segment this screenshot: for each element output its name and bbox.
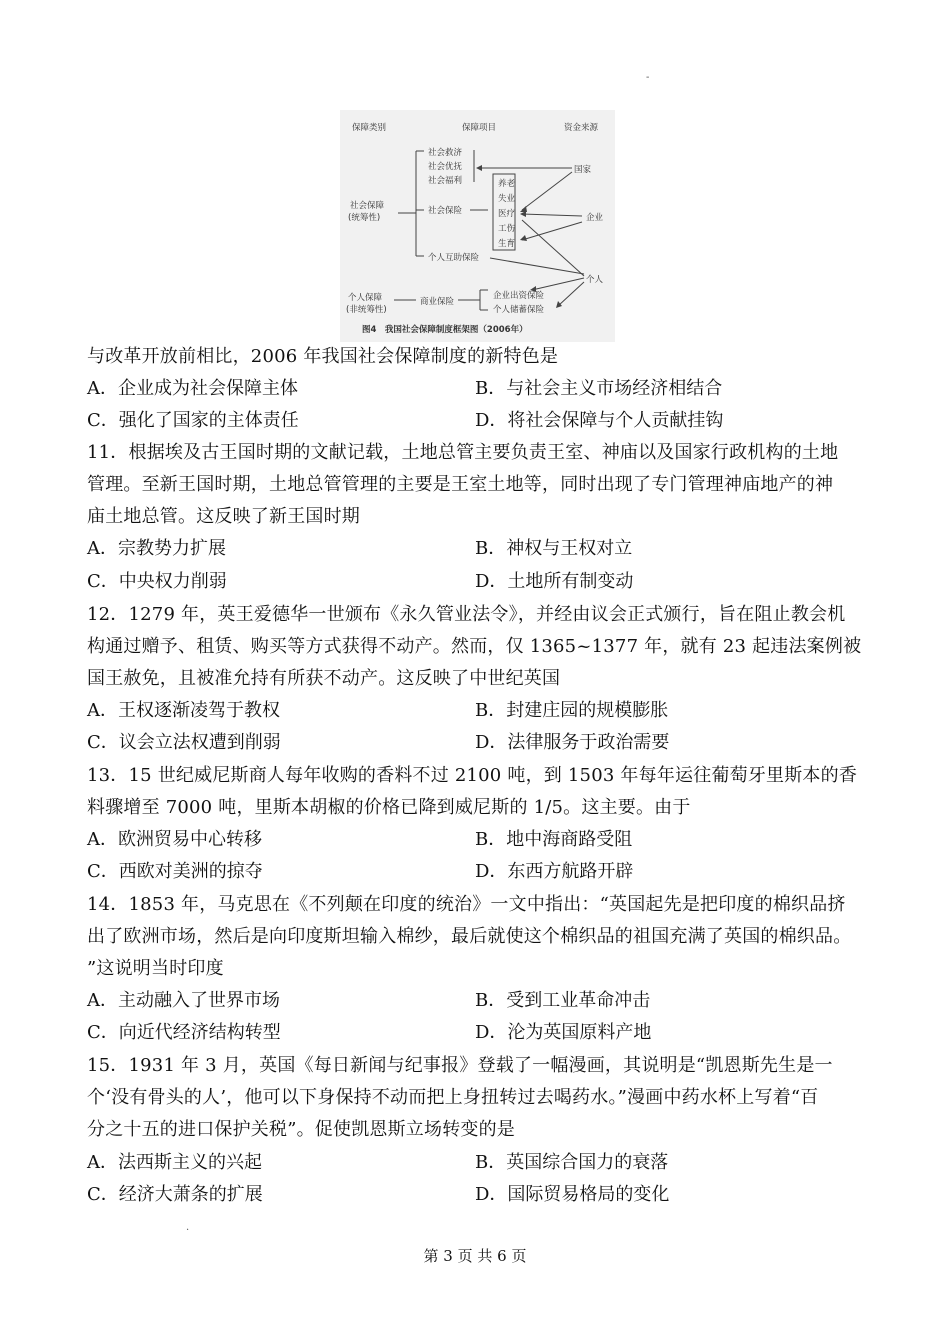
- diagram-group1-3: 社会福利: [428, 176, 463, 186]
- q14-option-d[interactable]: D．沦为英国原料产地: [475, 1022, 652, 1043]
- q12-option-a[interactable]: A．王权逐渐凌驾于教权: [87, 700, 280, 721]
- diagram-source-enterprise: 企业: [586, 213, 604, 223]
- q10-option-a[interactable]: A．企业成为社会保障主体: [87, 378, 298, 399]
- q15-option-b[interactable]: B．英国综合国力的衰落: [475, 1152, 669, 1173]
- diagram-group1-2: 社会优抚: [428, 162, 463, 172]
- q13-option-d[interactable]: D．东西方航路开辟: [475, 861, 634, 882]
- diagram-mutual: 个人互助保险: [428, 253, 480, 263]
- q11-stem-line1: 11．根据埃及古王国时期的文献记载，土地总管主要负责王室、神庙以及国家行政机构的土地: [87, 442, 839, 463]
- q10-option-d[interactable]: D．将社会保障与个人贡献挂钩: [475, 410, 724, 431]
- q11-option-b[interactable]: B．神权与王权对立: [475, 538, 633, 559]
- q10-option-c[interactable]: C．强化了国家的主体责任: [87, 410, 299, 431]
- q15-option-c[interactable]: C．经济大萧条的扩展: [87, 1184, 263, 1205]
- diagram-left-personal-1: 个人保障: [348, 293, 383, 303]
- q15-stem-line2: 个‘没有骨头的人’，他可以下身保持不动而把上身扭转过去喝药水。”漫画中药水杯上写着“百: [87, 1087, 819, 1108]
- diagram-ins-3: 医疗: [498, 209, 516, 219]
- diagram-ins-1: 养老: [498, 179, 516, 189]
- q14-option-a[interactable]: A．主动融入了世界市场: [87, 990, 280, 1011]
- scan-mark-bottom: .: [186, 1222, 190, 1233]
- q14-stem-line2: 出了欧洲市场，然后是向印度斯坦输入棉纱，最后就使这个棉织品的祖国充满了英国的棉织品。: [87, 926, 852, 947]
- diagram-source-individual: 个人: [586, 275, 604, 285]
- diagram-header-item: 保障项目: [462, 123, 497, 133]
- q12-option-c[interactable]: C．议会立法权遭到削弱: [87, 732, 281, 753]
- q12-option-d[interactable]: D．法律服务于政治需要: [475, 732, 670, 753]
- q12-stem-line3: 国王赦免，且被准允持有所获不动产。这反映了中世纪英国: [87, 668, 561, 689]
- q14-option-b[interactable]: B．受到工业革命冲击: [475, 990, 651, 1011]
- q13-stem-line2: 料骤增至 7000 吨，里斯本胡椒的价格已降到威尼斯的 1/5。这主要。由于: [87, 797, 691, 818]
- diagram-ins-4: 工伤: [498, 224, 516, 234]
- q11-option-a[interactable]: A．宗教势力扩展: [87, 538, 226, 559]
- diagram-social-insurance: 社会保险: [428, 206, 463, 216]
- social-security-framework-diagram: [340, 110, 615, 342]
- diagram-ins-2: 失业: [498, 194, 516, 204]
- diagram-group1-1: 社会救济: [428, 148, 463, 158]
- q13-option-c[interactable]: C．西欧对美洲的掠夺: [87, 861, 263, 882]
- q14-option-c[interactable]: C．向近代经济结构转型: [87, 1022, 281, 1043]
- q11-stem-line2: 管理。至新王国时期，土地总管管理的主要是王室土地等，同时出现了专门管理神庙地产的神: [87, 474, 834, 495]
- scan-mark: -: [646, 72, 650, 83]
- q15-stem-line1: 15．1931 年 3 月，英国《每日新闻与纪事报》登载了一幅漫画，其说明是“凯恩斯先生是一: [87, 1055, 833, 1076]
- diagram-caption: 图4 我国社会保障制度框架图（2006年）: [362, 325, 528, 335]
- diagram-header-category: 保障类别: [352, 123, 387, 133]
- q14-stem-line1: 14．1853 年，马克思在《不列颠在印度的统治》一文中指出：“英国起先是把印度的棉织品挤: [87, 894, 846, 915]
- q15-option-a[interactable]: A．法西斯主义的兴起: [87, 1152, 262, 1173]
- diagram-source-state: 国家: [574, 165, 592, 175]
- diagram-com-2: 个人储蓄保险: [493, 305, 545, 315]
- diagram-left-main-2: (统筹性): [348, 213, 381, 223]
- diagram-left-personal-2: (非统筹性): [346, 305, 387, 315]
- q15-option-d[interactable]: D．国际贸易格局的变化: [475, 1184, 670, 1205]
- page-number: 第 3 页 共 6 页: [423, 1247, 527, 1265]
- q11-option-c[interactable]: C．中央权力削弱: [87, 571, 227, 592]
- q13-stem-line1: 13．15 世纪威尼斯商人每年收购的香料不过 2100 吨，到 1503 年每年运往葡萄牙里斯本的香: [87, 765, 858, 786]
- diagram-header-source: 资金来源: [564, 123, 599, 133]
- diagram-ins-5: 生育: [498, 239, 516, 249]
- q13-option-b[interactable]: B．地中海商路受阻: [475, 829, 633, 850]
- diagram-commercial: 商业保险: [420, 297, 455, 307]
- q11-option-d[interactable]: D．土地所有制变动: [475, 571, 634, 592]
- q10-stem: 与改革开放前相比，2006 年我国社会保障制度的新特色是: [87, 346, 559, 367]
- diagram-com-1: 企业出资保险: [493, 291, 545, 301]
- q12-stem-line2: 构通过赠予、租赁、购买等方式获得不动产。然而，仅 1365~1377 年，就有 23 起违法案例被: [87, 636, 862, 657]
- q15-stem-line3: 分之十五的进口保护关税”。促使凯恩斯立场转变的是: [87, 1119, 515, 1140]
- q10-option-b[interactable]: B．与社会主义市场经济相结合: [475, 378, 723, 399]
- q14-stem-line3: ”这说明当时印度: [87, 958, 224, 979]
- diagram-left-main-1: 社会保障: [350, 201, 385, 211]
- q11-stem-line3: 庙土地总管。这反映了新王国时期: [87, 506, 360, 527]
- q12-option-b[interactable]: B．封建庄园的规模膨胀: [475, 700, 669, 721]
- q13-option-a[interactable]: A．欧洲贸易中心转移: [87, 829, 262, 850]
- q12-stem-line1: 12．1279 年，英王爱德华一世颁布《永久管业法令》，并经由议会正式颁行，旨在阻止教会机: [87, 604, 846, 625]
